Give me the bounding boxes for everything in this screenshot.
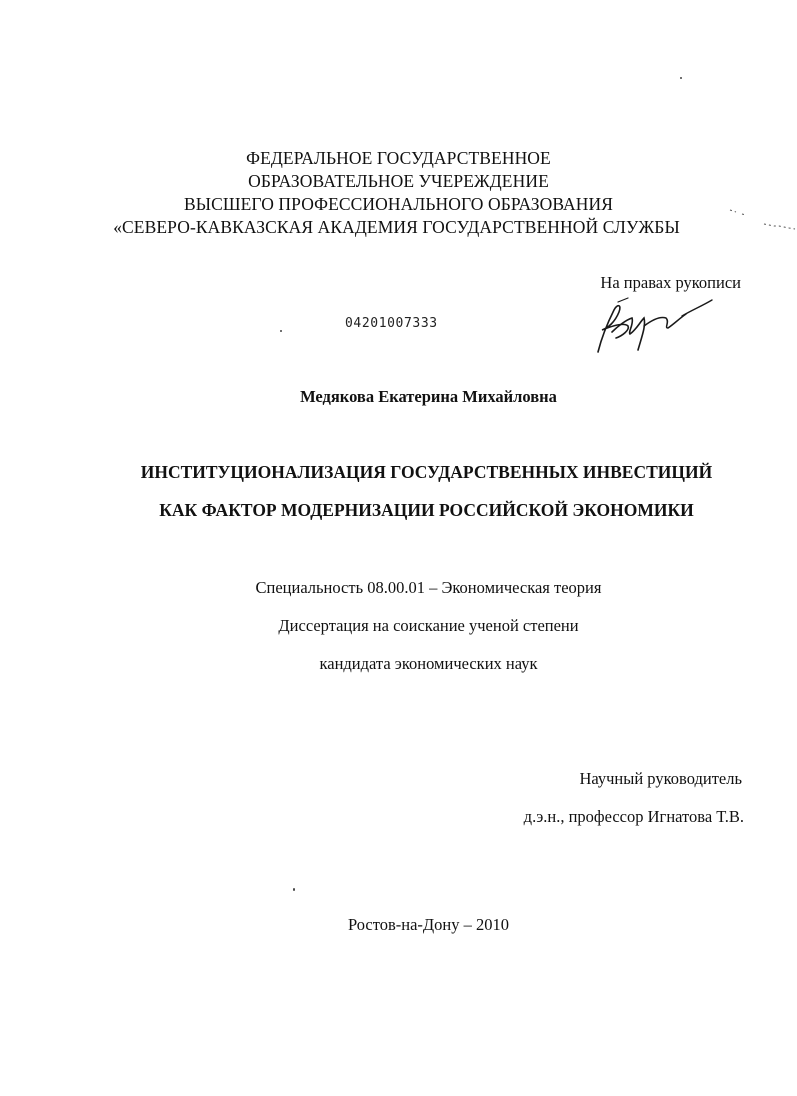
supervisor-label: Научный руководитель	[579, 769, 742, 788]
degree-line-1: Диссертация на соискание ученой степени	[278, 616, 579, 635]
title-line-1: ИНСТИТУЦИОНАЛИЗАЦИЯ ГОСУДАРСТВЕННЫХ ИНВЕСТИЦИЙ	[140, 462, 713, 482]
specialty: Специальность 08.00.01 – Экономическая теория	[255, 578, 602, 597]
author-name: Медякова Екатерина Михайловна	[300, 387, 557, 406]
manuscript-note: На правах рукописи	[600, 273, 741, 292]
degree-line-2: кандидата экономических наук	[319, 654, 538, 673]
signature	[588, 296, 716, 356]
scan-noise	[728, 206, 797, 236]
institution-line-1: ФЕДЕРАЛЬНОЕ ГОСУДАРСТВЕННОЕ	[246, 148, 551, 168]
scan-speck	[293, 888, 295, 891]
scan-speck	[280, 330, 282, 332]
institution-line-2: ОБРАЗОВАТЕЛЬНОЕ УЧЕРЕЖДЕНИЕ	[248, 171, 549, 191]
supervisor-name: д.э.н., профессор Игнатова Т.В.	[523, 807, 744, 826]
place-year: Ростов-на-Дону – 2010	[347, 915, 509, 934]
registry-code: 04201007333	[345, 316, 438, 331]
scan-speck	[680, 77, 682, 79]
institution-line-3: ВЫСШЕГО ПРОФЕССИОНАЛЬНОГО ОБРАЗОВАНИЯ	[183, 194, 614, 214]
title-line-2: КАК ФАКТОР МОДЕРНИЗАЦИИ РОССИЙСКОЙ ЭКОНОМИКИ	[159, 500, 694, 520]
institution-line-4: «СЕВЕРО-КАВКАЗСКАЯ АКАДЕМИЯ ГОСУДАРСТВЕННОЙ СЛУЖБЫ	[113, 217, 680, 237]
